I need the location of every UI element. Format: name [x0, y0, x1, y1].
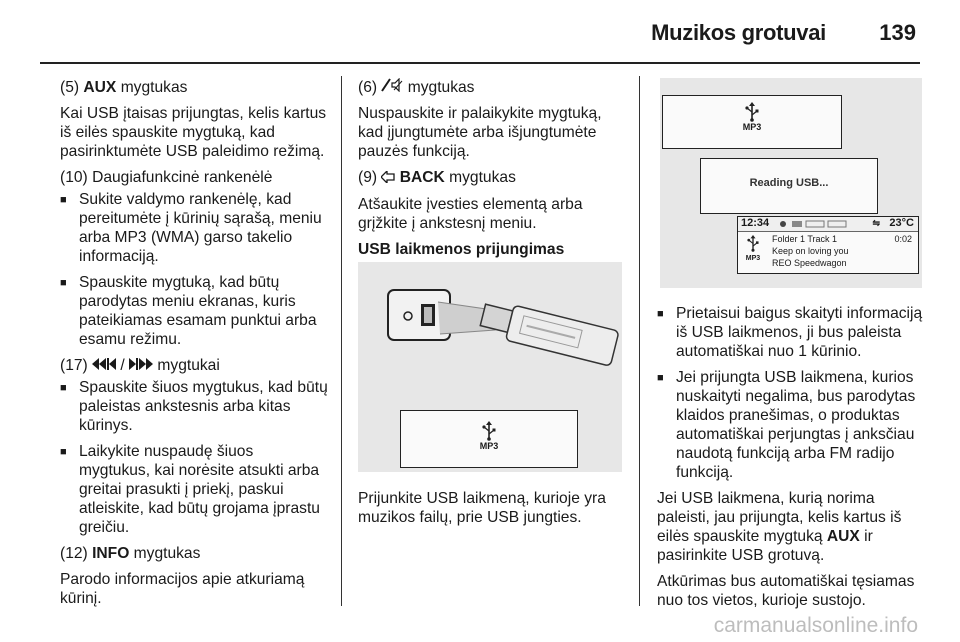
folder-track: Folder 1 Track 1	[772, 234, 838, 244]
info-key: INFO	[92, 545, 130, 563]
outside-temperature: 23°C	[889, 217, 914, 229]
elapsed-time: 0:02	[894, 234, 912, 244]
status-bar-icons	[780, 220, 856, 228]
song-title: Keep on loving you	[772, 246, 849, 256]
footer-watermark: carmanualsonline.info	[713, 614, 918, 637]
aux-key: AUX	[826, 528, 860, 545]
info-button-label: (12) INFO mygtukas	[60, 545, 201, 563]
usb-connect-illustration	[358, 262, 622, 472]
usb-symbol	[742, 235, 764, 262]
back-description: Atšaukite įvesties elementą arba grįžkite į ankstesnį meniu.	[358, 195, 583, 232]
seek-bullet-1: ■ Spauskite šiuos mygtukus, kad būtų paleistas ankstesnis arba kitas kūrinys.	[60, 378, 328, 435]
usb-screen-small	[400, 410, 578, 468]
page-title: Muzikos grotuvai	[651, 20, 826, 45]
usb-icon	[745, 102, 759, 122]
knob-bullet-2: ■ Spauskite mygtuką, kad būtų parodytas meniu ekranas, kuris pateikiamas esamam punktui arba esamu režimu.	[60, 273, 328, 349]
page-number: 139	[879, 20, 916, 45]
column-middle	[358, 78, 620, 266]
aux-description: Kai USB įtaisas prijungtas, kelis kartus iš eilės spauskite mygtuką, kad pasirinktumėte USB paleidimo režimą.	[60, 105, 327, 160]
aux-button-label: (5) AUX mygtukas	[60, 79, 188, 96]
status-bar	[738, 217, 918, 232]
source-label: MP3	[745, 255, 761, 262]
seek-bullet-2: ■ Laikykite nuspaudę šiuos mygtukus, kai norėsite atsukti arba greitai prasukti į priekį, paskui atleiskite, kad būtų grojama įprastu greičiu.	[60, 442, 328, 537]
usb-display-sequence	[660, 78, 922, 288]
aux-select-paragraph: Jei USB laikmena, kurią norima paleisti, jau prijungta, kelis kartus iš eilės spauskite mygtuką AUX ir pasirinkite USB grotuvą.	[657, 490, 902, 564]
reading-usb-message: Reading USB...	[749, 177, 829, 189]
aux-key: AUX	[83, 79, 117, 96]
usb-caption-block	[358, 489, 620, 534]
connectivity-icon: ⇋	[872, 218, 880, 228]
section-heading: USB laikmenos prijungimas	[358, 240, 565, 258]
usb-symbol: MP3	[401, 421, 577, 451]
display-mp3-screen	[662, 95, 842, 149]
mute-button-label: (6) mygtukas	[358, 79, 475, 96]
knob-bullet-1: ■ Sukite valdymo rankenėlę, kad pereitumėte į kūrinių sąrašą, meniu arba MP3 (WMA) garso takelio informaciją.	[60, 190, 328, 266]
mute-description: Nuspauskite ir palaikykite mygtuką, kad įjungtumėte arba išjungtumėte pauzės funkciją.	[358, 105, 602, 161]
usb-stick-image	[358, 262, 622, 402]
column-divider-2	[639, 76, 640, 606]
info-description: Parodo informacijos apie atkuriamą kūrinį.	[60, 571, 305, 608]
seek-forward-icon	[129, 356, 153, 375]
figure-caption: Prijunkite USB laikmeną, kurioje yra muzikos failų, prie USB jungties.	[358, 490, 606, 526]
usb-icon	[482, 421, 496, 441]
seek-back-icon	[92, 356, 116, 375]
column-left	[60, 78, 328, 615]
usb-symbol: MP3	[663, 102, 841, 132]
status-icons	[780, 220, 856, 230]
clock: 12:34	[741, 217, 770, 229]
column-right	[657, 304, 923, 617]
back-key: BACK	[399, 169, 445, 187]
seek-buttons-label: (17) / mygtukai	[60, 357, 220, 374]
knob-label: (10) Daugiafunkcinė rankenėlė	[60, 169, 273, 186]
display-reading-screen	[700, 158, 878, 214]
mute-icon	[381, 78, 403, 97]
usb-icon	[747, 235, 759, 252]
usb-read-bullet-2: ■ Jei prijungta USB laikmena, kurios nuskaityti negalima, bus parodytas klaidos pranešimas, o produktas automatiškai perjungtas į anksčiau naudotą funkciją arba FM radijo funkciją.	[657, 368, 923, 482]
back-arrow-icon	[381, 169, 395, 188]
back-button-label: (9) BACK mygtukas	[358, 169, 516, 187]
header-divider	[40, 62, 920, 64]
artist-name: REO Speedwagon	[772, 258, 847, 268]
column-divider-1	[341, 76, 342, 606]
resume-paragraph: Atkūrimas bus automatiškai tęsiamas nuo tos vietos, kurioje sustojo.	[657, 573, 915, 609]
usb-read-bullet-1: ■ Prietaisui baigus skaityti informaciją iš USB laikmenos, ji bus paleista automatiškai nuo 1 kūrinio.	[657, 304, 923, 361]
display-playback-screen	[737, 216, 919, 274]
